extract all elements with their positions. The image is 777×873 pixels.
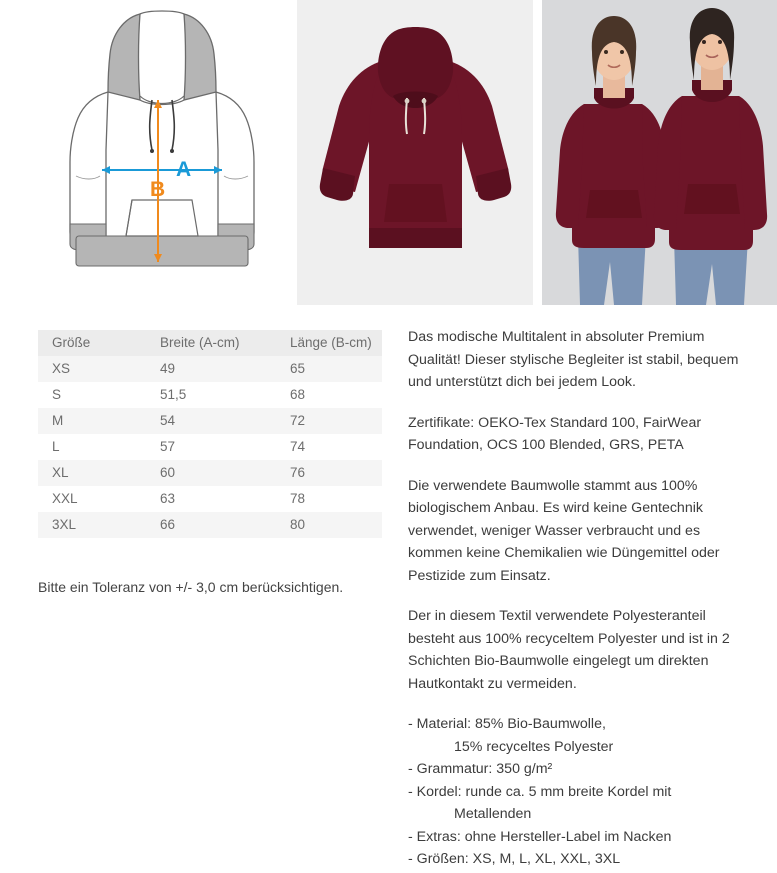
cell-width: 63	[160, 491, 176, 506]
dimension-a-label: A	[176, 158, 192, 181]
table-row	[38, 382, 382, 408]
spec-item: - Größen: XS, M, L, XL, XXL, 3XL	[408, 851, 621, 867]
specification-list	[408, 713, 750, 871]
dimension-b-label: B	[150, 178, 166, 201]
cell-length: 72	[290, 413, 306, 428]
cell-width: 66	[160, 517, 176, 532]
table-row	[38, 408, 382, 434]
table-row	[38, 434, 382, 460]
cell-length: 80	[290, 517, 306, 532]
technical-drawing-panel	[36, 0, 288, 305]
spec-item	[408, 803, 750, 826]
spec-item-text: 15% recyceltes Polyester	[454, 738, 614, 755]
table-row	[38, 512, 382, 538]
description-paragraph-certificates: Zertifikate: OEKO-Tex Standard 100, FairWear Foundation, OCS 100 Blended, GRS, PETA	[408, 414, 702, 453]
cell-width: 60	[160, 465, 176, 480]
column-header-length: Länge (B-cm)	[290, 335, 372, 350]
spec-item	[408, 736, 750, 759]
cell-size: 3XL	[52, 517, 77, 532]
table-row	[38, 486, 382, 512]
cell-length: 65	[290, 361, 306, 376]
table-header-row	[38, 330, 382, 356]
cell-size: XS	[52, 361, 71, 376]
cell-length: 76	[290, 465, 306, 480]
models-wearing-hoodies-illustration	[542, 0, 777, 305]
cell-size: M	[52, 413, 64, 428]
spec-item: - Grammatur: 350 g/m²	[408, 761, 553, 777]
cell-length: 68	[290, 387, 306, 402]
description-paragraph-polyester: Der in diesem Textil verwendete Polyesteranteil besteht aus 100% recyceltem Polyester und ist in 2 Schichten Bio-Baumwolle eingelegt um direkten Hautkontakt zu vermeiden.	[408, 608, 730, 692]
tolerance-note: Bitte ein Toleranz von +/- 3,0 cm berücksichtigen.	[38, 579, 344, 595]
hoodie-technical-drawing-icon	[36, 0, 288, 305]
spec-item: - Extras: ohne Hersteller-Label im Nacken	[408, 828, 672, 845]
table-row	[38, 356, 382, 382]
cell-length: 78	[290, 491, 306, 506]
product-flat-image	[297, 0, 534, 305]
product-model-image	[542, 0, 777, 305]
column-header-size: Größe	[52, 335, 91, 350]
product-description	[408, 326, 750, 871]
size-chart-table	[38, 330, 382, 538]
description-paragraph-intro: Das modische Multitalent in absoluter Premium Qualität! Dieser stylische Begleiter ist stabil, bequem und unterstützt dich bei jedem Look.	[408, 329, 739, 390]
cell-width: 54	[160, 413, 176, 428]
cell-size: XXL	[52, 491, 78, 506]
table-row	[38, 460, 382, 486]
column-header-width: Breite (A-cm)	[160, 335, 240, 350]
spec-item-text: Metallenden	[454, 806, 532, 822]
description-paragraph-cotton: Die verwendete Baumwolle stammt aus 100% biologischem Anbau. Es wird keine Gentechnik verwendet, weniger Wasser verbraucht und es kommen keine Chemikalien wie Düngemittel oder Pestizide zum Einsatz.	[408, 477, 720, 584]
maroon-hoodie-flat-illustration	[297, 0, 534, 305]
cell-size: S	[52, 387, 62, 402]
product-image-row	[0, 0, 777, 305]
cell-size: L	[52, 439, 60, 454]
cell-size: XL	[52, 465, 69, 480]
spec-item: - Material: 85% Bio-Baumwolle,	[408, 716, 606, 732]
cell-width: 49	[160, 361, 176, 376]
cell-length: 74	[290, 439, 306, 454]
spec-item: - Kordel: runde ca. 5 mm breite Kordel mit	[408, 783, 672, 800]
cell-width: 51,5	[160, 387, 187, 402]
cell-width: 57	[160, 439, 176, 454]
